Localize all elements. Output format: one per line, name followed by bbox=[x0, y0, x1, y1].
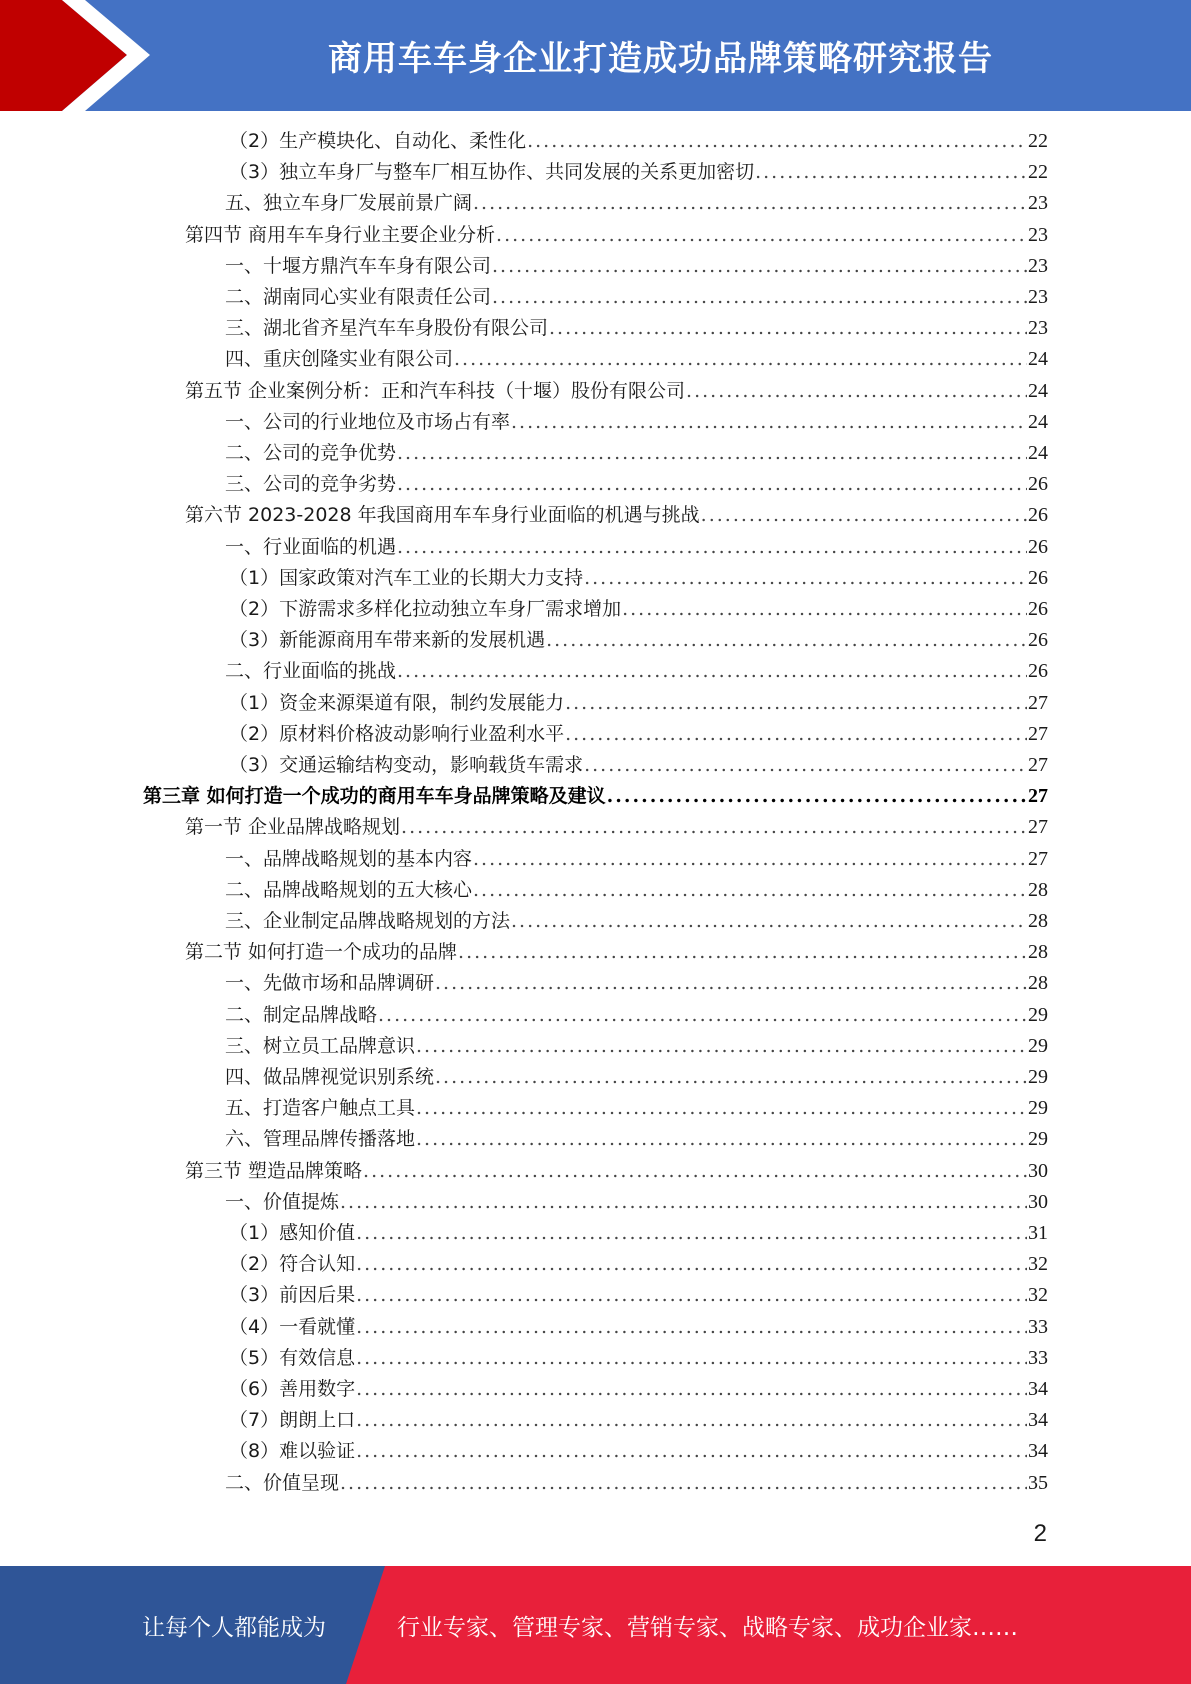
toc-dot-leader bbox=[435, 968, 1027, 999]
toc-entry-title: （2）原材料价格波动影响行业盈利水平 bbox=[229, 722, 565, 745]
toc-entry-page: 23 bbox=[1028, 223, 1048, 246]
toc-entry-title: （2）生产模块化、自动化、柔性化 bbox=[229, 130, 527, 152]
toc-entry-page: 29 bbox=[1028, 1097, 1048, 1120]
toc-entry-page: 22 bbox=[1028, 161, 1048, 184]
toc-entry-title: （2）下游需求多样化拉动独立车身厂需求增加 bbox=[229, 598, 622, 620]
toc-dot-leader bbox=[340, 1468, 1027, 1499]
toc-entry-page: 23 bbox=[1028, 317, 1048, 340]
toc-entry[interactable] bbox=[225, 1187, 1048, 1218]
toc-dot-leader bbox=[356, 1374, 1027, 1405]
toc-entry-page: 28 bbox=[1028, 910, 1048, 932]
toc-entry-title: （3）前因后果 bbox=[229, 1284, 356, 1307]
toc-entry-page: 29 bbox=[1028, 1066, 1048, 1088]
toc-entry[interactable] bbox=[229, 126, 1048, 157]
toc-entry-title: （1）感知价值 bbox=[229, 1222, 356, 1244]
toc-entry[interactable] bbox=[229, 563, 1048, 594]
toc-entry-page: 35 bbox=[1028, 1471, 1048, 1494]
toc-entry[interactable] bbox=[225, 344, 1048, 375]
toc-entry-title: （3）新能源商用车带来新的发展机遇 bbox=[229, 629, 546, 652]
toc-entry[interactable] bbox=[229, 625, 1048, 656]
toc-dot-leader bbox=[473, 844, 1027, 875]
toc-entry-page: 34 bbox=[1028, 1440, 1048, 1463]
toc-entry-title: 五、独立车身厂发展前景广阔 bbox=[225, 192, 473, 215]
toc-entry[interactable] bbox=[225, 1000, 1048, 1031]
toc-entry-title: 三、树立员工品牌意识 bbox=[225, 1034, 416, 1057]
toc-dot-leader bbox=[356, 1280, 1027, 1311]
toc-entry-page: 33 bbox=[1028, 1315, 1048, 1338]
toc-entry-page: 27 bbox=[1028, 785, 1048, 808]
toc-entry-title: （6）善用数字 bbox=[229, 1378, 356, 1400]
toc-dot-leader bbox=[701, 500, 1027, 531]
toc-dot-leader bbox=[435, 1062, 1027, 1093]
toc-entry-page: 26 bbox=[1028, 566, 1048, 589]
toc-entry[interactable] bbox=[225, 1062, 1048, 1093]
toc-entry-title: 四、做品牌视觉识别系统 bbox=[225, 1066, 435, 1088]
toc-entry-title: 五、打造客户触点工具 bbox=[225, 1097, 416, 1120]
toc-entry-page: 33 bbox=[1028, 1346, 1048, 1369]
toc-dot-leader bbox=[416, 1124, 1027, 1155]
toc-entry-page: 23 bbox=[1028, 254, 1048, 277]
toc-dot-leader bbox=[397, 438, 1027, 469]
toc-entry[interactable] bbox=[225, 251, 1048, 282]
toc-entry-page: 30 bbox=[1028, 1159, 1048, 1182]
page-footer bbox=[0, 1566, 1191, 1684]
toc-entry-page: 27 bbox=[1028, 816, 1048, 839]
toc-entry-title: 一、品牌战略规划的基本内容 bbox=[225, 847, 473, 870]
toc-entry-page: 24 bbox=[1028, 348, 1048, 371]
toc-entry-title: 二、制定品牌战略 bbox=[225, 1003, 378, 1026]
toc-entry[interactable] bbox=[225, 968, 1048, 999]
toc-entry[interactable] bbox=[225, 188, 1048, 219]
report-title: 商用车车身企业打造成功品牌策略研究报告 bbox=[328, 39, 993, 79]
toc-dot-leader bbox=[496, 220, 1027, 251]
toc-entry-title: （1）国家政策对汽车工业的长期大力支持 bbox=[229, 566, 584, 589]
toc-entry[interactable] bbox=[185, 376, 1048, 407]
toc-entry-page: 26 bbox=[1028, 504, 1048, 527]
toc-entry[interactable] bbox=[229, 1312, 1048, 1343]
toc-entry-title: 第四节 商用车车身行业主要企业分析 bbox=[185, 223, 496, 246]
toc-dot-leader bbox=[356, 1312, 1027, 1343]
toc-entry-page: 27 bbox=[1028, 754, 1048, 776]
toc-entry[interactable] bbox=[143, 781, 1048, 812]
toc-entry-title: （1）资金来源渠道有限，制约发展能力 bbox=[229, 691, 565, 714]
toc-entry-title: （5）有效信息 bbox=[229, 1346, 356, 1369]
toc-entry-title: 二、价值呈现 bbox=[225, 1471, 340, 1494]
toc-entry[interactable] bbox=[185, 812, 1048, 843]
toc-dot-leader bbox=[622, 594, 1027, 625]
toc-entry[interactable] bbox=[229, 1374, 1048, 1405]
toc-entry[interactable] bbox=[225, 1031, 1048, 1062]
toc-entry-page: 23 bbox=[1028, 192, 1048, 215]
toc-dot-leader bbox=[565, 688, 1027, 719]
page-header bbox=[0, 0, 1191, 111]
toc-entry-page: 31 bbox=[1028, 1222, 1048, 1244]
toc-entry[interactable] bbox=[229, 1249, 1048, 1280]
toc-entry-page: 28 bbox=[1028, 972, 1048, 995]
toc-entry-title: （8）难以验证 bbox=[229, 1440, 356, 1463]
toc-entry[interactable] bbox=[225, 438, 1048, 469]
toc-dot-leader bbox=[686, 376, 1027, 407]
toc-entry-title: 第三节 塑造品牌策略 bbox=[185, 1159, 363, 1182]
toc-entry-title: 一、行业面临的机遇 bbox=[225, 535, 397, 558]
toc-entry-page: 26 bbox=[1028, 629, 1048, 652]
toc-entry[interactable] bbox=[225, 844, 1048, 875]
toc-entry[interactable] bbox=[225, 906, 1048, 937]
toc-dot-leader bbox=[378, 1000, 1027, 1031]
toc-dot-leader bbox=[473, 188, 1027, 219]
toc-entry-page: 28 bbox=[1028, 878, 1048, 901]
toc-dot-leader bbox=[584, 563, 1027, 594]
toc-entry[interactable] bbox=[229, 594, 1048, 625]
toc-dot-leader bbox=[565, 719, 1027, 750]
toc-entry[interactable] bbox=[185, 1156, 1048, 1187]
toc-dot-leader bbox=[397, 532, 1027, 563]
toc-entry-page: 24 bbox=[1028, 410, 1048, 433]
toc-entry[interactable] bbox=[225, 1124, 1048, 1155]
toc-entry-title: （3）独立车身厂与整车厂相互协作、共同发展的关系更加密切 bbox=[229, 161, 755, 184]
toc-entry[interactable] bbox=[225, 407, 1048, 438]
toc-entry[interactable] bbox=[225, 1093, 1048, 1124]
toc-entry[interactable] bbox=[225, 469, 1048, 500]
toc-entry[interactable] bbox=[229, 1436, 1048, 1467]
toc-entry[interactable] bbox=[229, 688, 1048, 719]
toc-entry[interactable] bbox=[225, 282, 1048, 313]
toc-entry-page: 24 bbox=[1028, 379, 1048, 402]
footer-slogan-left: 让每个人都能成为 bbox=[142, 1614, 326, 1641]
toc-entry[interactable] bbox=[229, 750, 1048, 781]
toc-dot-leader bbox=[356, 1436, 1027, 1467]
toc-entry[interactable] bbox=[229, 1405, 1048, 1436]
toc-entry-title: 三、企业制定品牌战略规划的方法 bbox=[225, 910, 511, 932]
toc-entry-title: 二、湖南同心实业有限责任公司 bbox=[225, 286, 492, 308]
toc-entry-page: 27 bbox=[1028, 691, 1048, 714]
toc-entry[interactable] bbox=[185, 500, 1048, 531]
toc-entry[interactable] bbox=[225, 656, 1048, 687]
toc-entry-page: 26 bbox=[1028, 660, 1048, 683]
toc-entry-page: 32 bbox=[1028, 1284, 1048, 1307]
toc-entry-page: 26 bbox=[1028, 535, 1048, 558]
toc-dot-leader bbox=[356, 1249, 1027, 1280]
toc-entry[interactable] bbox=[225, 875, 1048, 906]
toc-entry-title: 六、管理品牌传播落地 bbox=[225, 1128, 416, 1151]
toc-entry-page: 24 bbox=[1028, 442, 1048, 464]
toc-dot-leader bbox=[584, 750, 1027, 781]
toc-dot-leader bbox=[356, 1405, 1027, 1436]
toc-entry[interactable] bbox=[229, 157, 1048, 188]
toc-entry-title: 第三章 如何打造一个成功的商用车车身品牌策略及建议 bbox=[143, 785, 606, 808]
toc-dot-leader bbox=[492, 282, 1027, 313]
toc-dot-leader bbox=[416, 1093, 1027, 1124]
toc-dot-leader bbox=[546, 625, 1027, 656]
toc-dot-leader bbox=[527, 126, 1027, 157]
toc-entry-title: 一、十堰方鼎汽车车身有限公司 bbox=[225, 254, 492, 277]
toc-entry-page: 26 bbox=[1028, 598, 1048, 620]
toc-entry[interactable] bbox=[229, 1218, 1048, 1249]
toc-entry[interactable] bbox=[225, 1468, 1048, 1499]
toc-entry-title: 一、先做市场和品牌调研 bbox=[225, 972, 435, 995]
footer-slogan-right: 行业专家、管理专家、营销专家、战略专家、成功企业家…… bbox=[397, 1614, 1018, 1641]
toc-entry[interactable] bbox=[185, 220, 1048, 251]
toc-entry-page: 23 bbox=[1028, 286, 1048, 308]
toc-entry-title: 二、品牌战略规划的五大核心 bbox=[225, 878, 473, 901]
toc-dot-leader bbox=[401, 812, 1027, 843]
toc-entry[interactable] bbox=[225, 532, 1048, 563]
toc-entry[interactable] bbox=[229, 1280, 1048, 1311]
toc-dot-leader bbox=[416, 1031, 1027, 1062]
toc-entry-title: 第五节 企业案例分析：正和汽车科技（十堰）股份有限公司 bbox=[185, 379, 686, 402]
toc-entry-title: 二、行业面临的挑战 bbox=[225, 660, 397, 683]
toc-entry-page: 29 bbox=[1028, 1128, 1048, 1151]
toc-entry-page: 26 bbox=[1028, 473, 1048, 496]
toc-entry[interactable] bbox=[225, 313, 1048, 344]
toc-entry-title: （4）一看就懂 bbox=[229, 1315, 356, 1338]
toc-entry-title: 三、公司的竞争劣势 bbox=[225, 473, 397, 496]
toc-entry-title: 一、价值提炼 bbox=[225, 1190, 340, 1213]
toc-entry-title: 三、湖北省齐星汽车车身股份有限公司 bbox=[225, 317, 549, 340]
toc-entry-title: 一、公司的行业地位及市场占有率 bbox=[225, 410, 511, 433]
toc-dot-leader bbox=[356, 1218, 1027, 1249]
toc-entry-title: 第一节 企业品牌战略规划 bbox=[185, 816, 401, 839]
toc-entry-page: 22 bbox=[1028, 130, 1048, 152]
toc-entry-title: （3）交通运输结构变动，影响载货车需求 bbox=[229, 754, 584, 776]
toc-entry-title: （7）朗朗上口 bbox=[229, 1409, 356, 1432]
toc-dot-leader bbox=[755, 157, 1027, 188]
toc-dot-leader bbox=[492, 251, 1027, 282]
toc-entry-page: 29 bbox=[1028, 1034, 1048, 1057]
toc-entry[interactable] bbox=[229, 719, 1048, 750]
toc-entry-page: 27 bbox=[1028, 722, 1048, 745]
toc-dot-leader bbox=[356, 1343, 1027, 1374]
toc-entry[interactable] bbox=[185, 937, 1048, 968]
toc-entry-title: （2）符合认知 bbox=[229, 1253, 356, 1276]
toc-dot-leader bbox=[397, 656, 1027, 687]
toc-entry-page: 34 bbox=[1028, 1378, 1048, 1400]
toc-entry-page: 29 bbox=[1028, 1003, 1048, 1026]
toc-dot-leader bbox=[511, 407, 1027, 438]
toc-entry-title: 第六节 2023-2028 年我国商用车车身行业面临的机遇与挑战 bbox=[185, 504, 700, 527]
toc-entry-page: 30 bbox=[1028, 1190, 1048, 1213]
toc-dot-leader bbox=[458, 937, 1027, 968]
toc-dot-leader bbox=[397, 469, 1027, 500]
toc-dot-leader bbox=[473, 875, 1027, 906]
toc-entry[interactable] bbox=[229, 1343, 1048, 1374]
toc-dot-leader bbox=[340, 1187, 1027, 1218]
toc-entry-page: 34 bbox=[1028, 1409, 1048, 1432]
toc-entry-title: 四、重庆创隆实业有限公司 bbox=[225, 348, 454, 371]
page-number: 2 bbox=[1033, 1520, 1047, 1547]
toc-entry-page: 28 bbox=[1028, 941, 1048, 964]
toc-dot-leader bbox=[607, 781, 1027, 812]
toc-entry-page: 32 bbox=[1028, 1253, 1048, 1276]
toc-entry-title: 二、公司的竞争优势 bbox=[225, 442, 397, 464]
toc-entry-page: 27 bbox=[1028, 847, 1048, 870]
toc-dot-leader bbox=[511, 906, 1027, 937]
toc-entry-title: 第二节 如何打造一个成功的品牌 bbox=[185, 941, 458, 964]
toc-dot-leader bbox=[454, 344, 1027, 375]
toc-dot-leader bbox=[549, 313, 1027, 344]
toc-dot-leader bbox=[363, 1156, 1027, 1187]
